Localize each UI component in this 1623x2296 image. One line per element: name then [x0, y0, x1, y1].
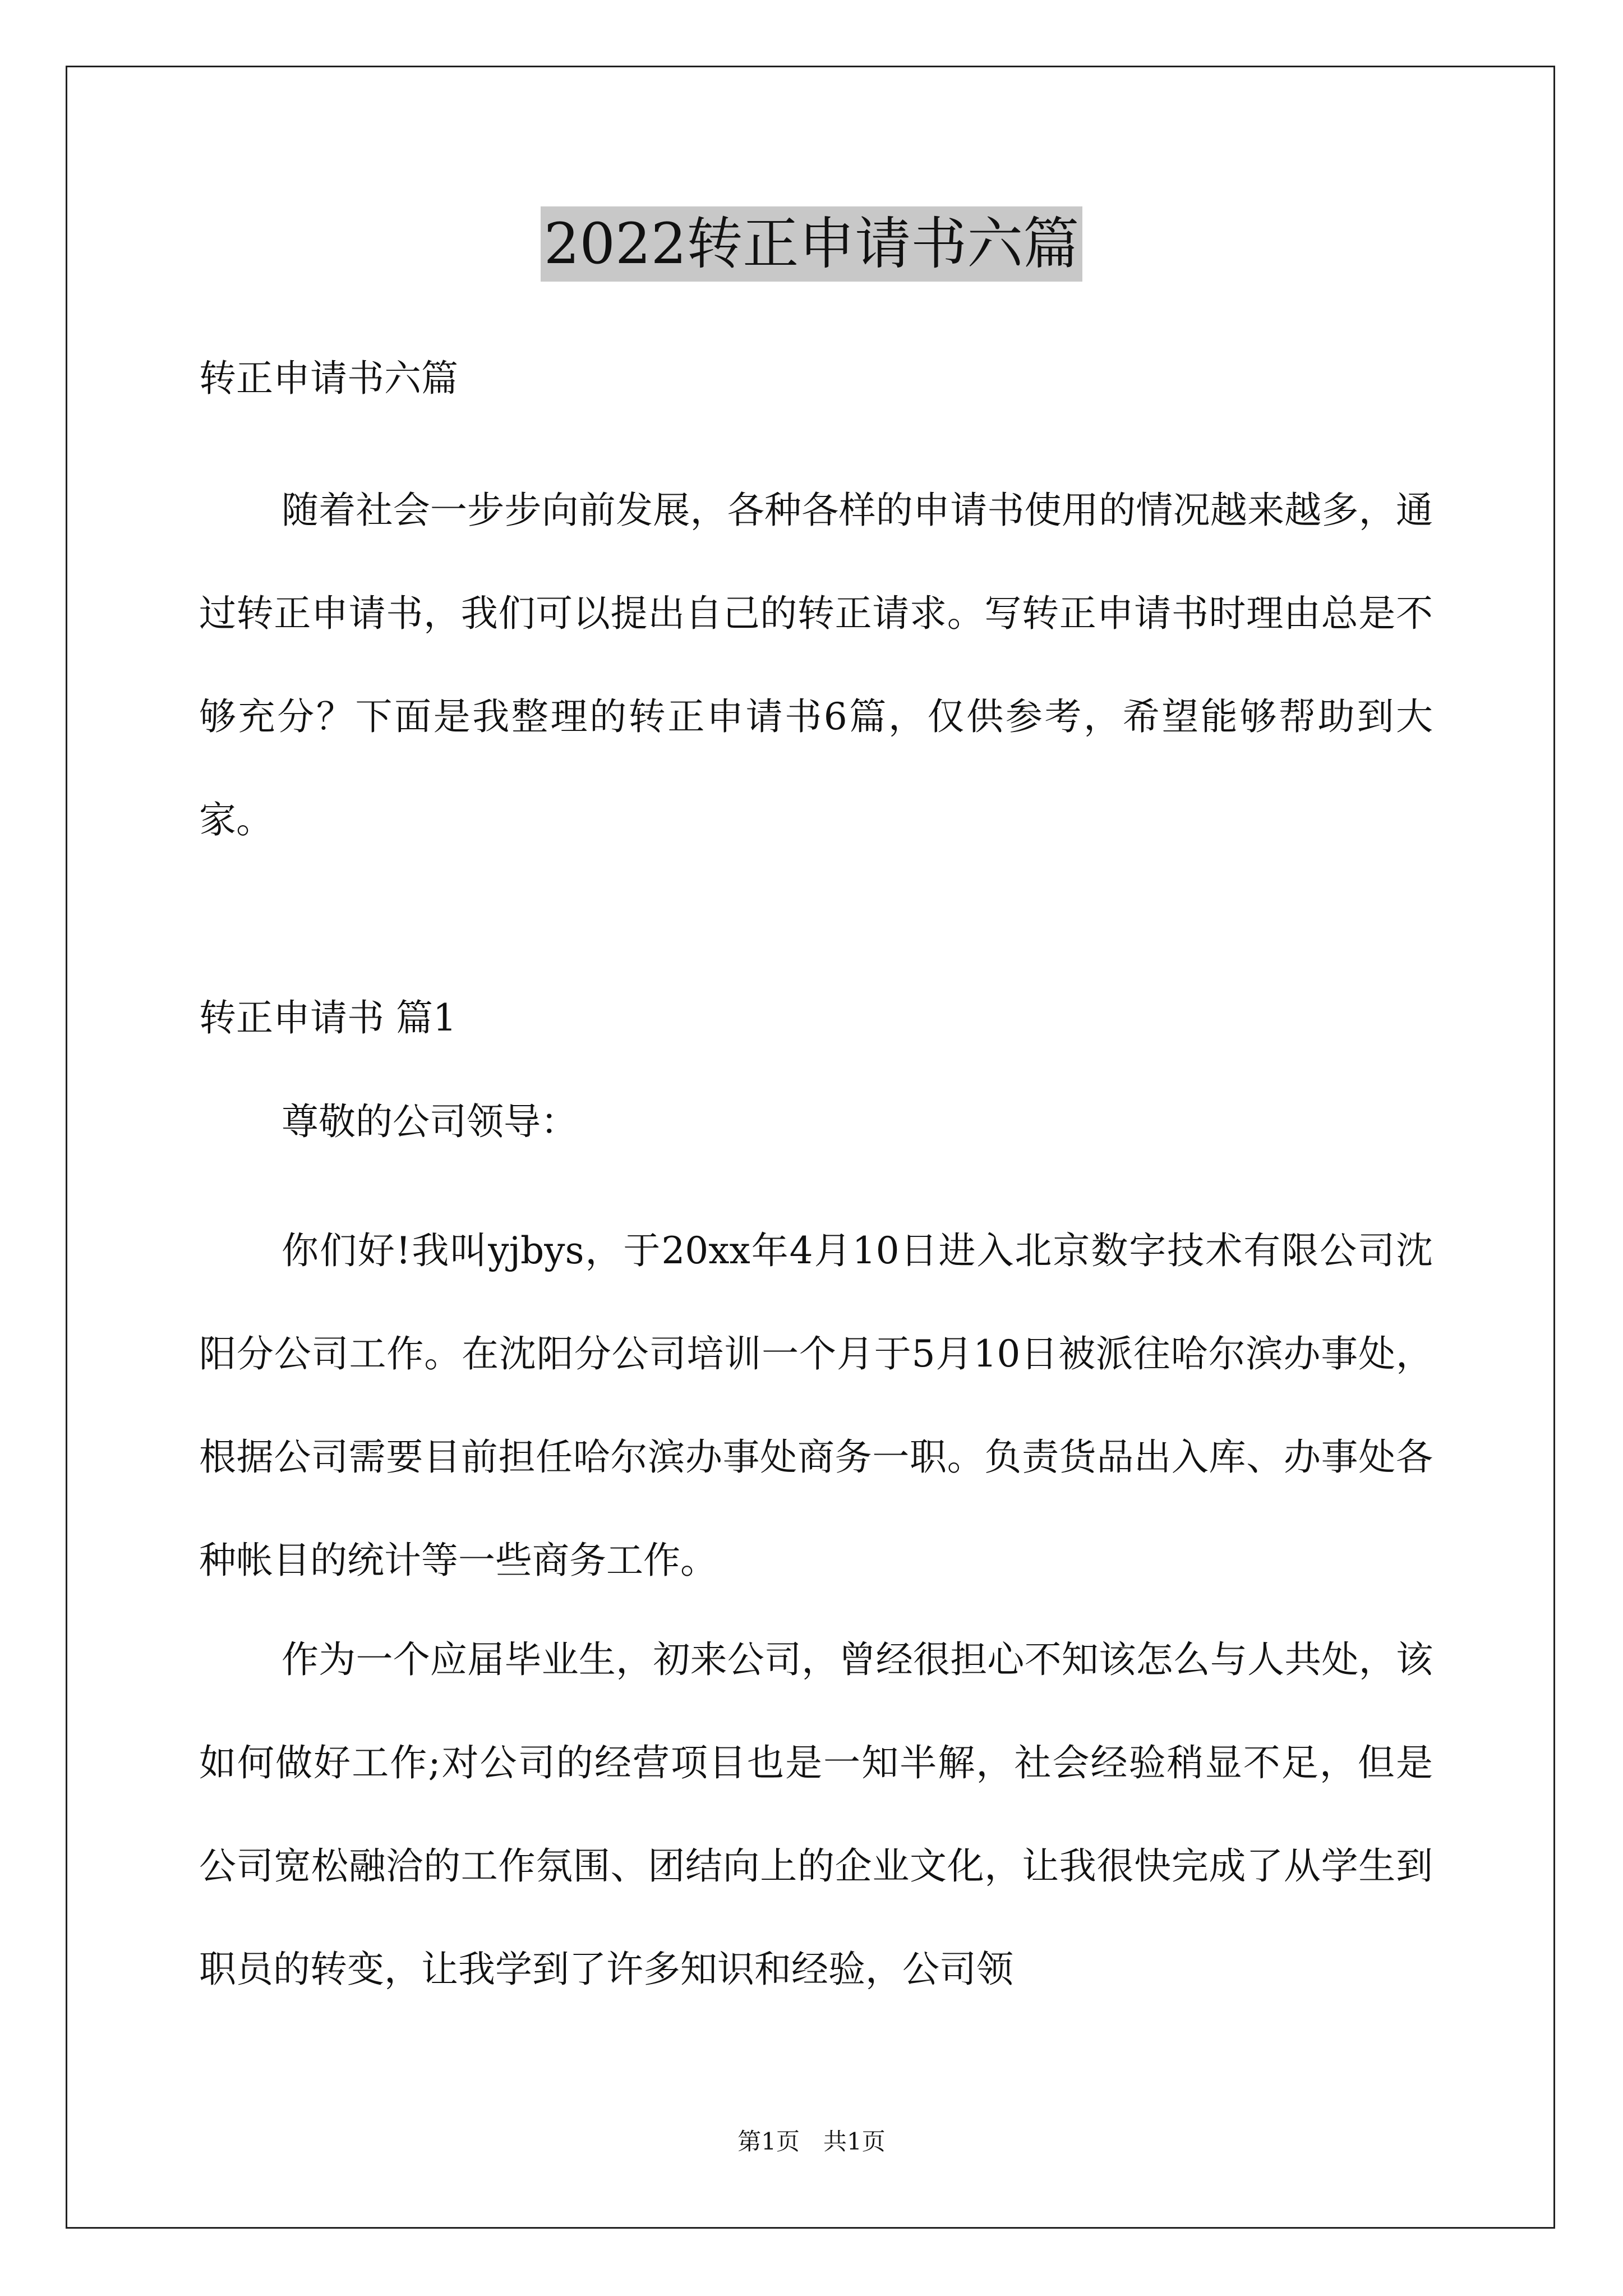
title-container	[0, 206, 1623, 282]
body-paragraph: 你们好!我叫yjbys，于20xx年4月10日进入北京数字技术有限公司沈阳分公司工作。在沈阳分公司培训一个月于5月10日被派往哈尔滨办事处，根据公司需要目前担任哈尔滨办事处商务一职。负责货品出入库、办事处各种帐目的统计等一些商务工作。	[199, 1229, 1433, 1582]
document-title: 2022转正申请书六篇	[541, 206, 1083, 282]
intro-paragraph: 随着社会一步步向前发展，各种各样的申请书使用的情况越来越多，通过转正申请书，我们可以提出自己的转正请求。写转正申请书时理由总是不够充分？下面是我整理的转正申请书6篇，仅供参考，希望能够帮助到大家。	[199, 489, 1433, 841]
body-paragraph: 作为一个应届毕业生，初来公司，曾经很担心不知该怎么与人共处，该如何做好工作;对公司的经营项目也是一知半解，社会经验稍显不足，但是公司宽松融洽的工作氛围、团结向上的企业文化，让我很快完成了从学生到职员的转变，让我学到了许多知识和经验，公司领	[199, 1638, 1433, 1991]
section-heading: 转正申请书 篇1	[199, 996, 457, 1039]
document-subtitle: 转正申请书六篇	[199, 357, 458, 400]
letter-greeting: 尊敬的公司领导：	[282, 1100, 578, 1143]
page-footer: 第1页 共1页	[737, 2128, 886, 2155]
